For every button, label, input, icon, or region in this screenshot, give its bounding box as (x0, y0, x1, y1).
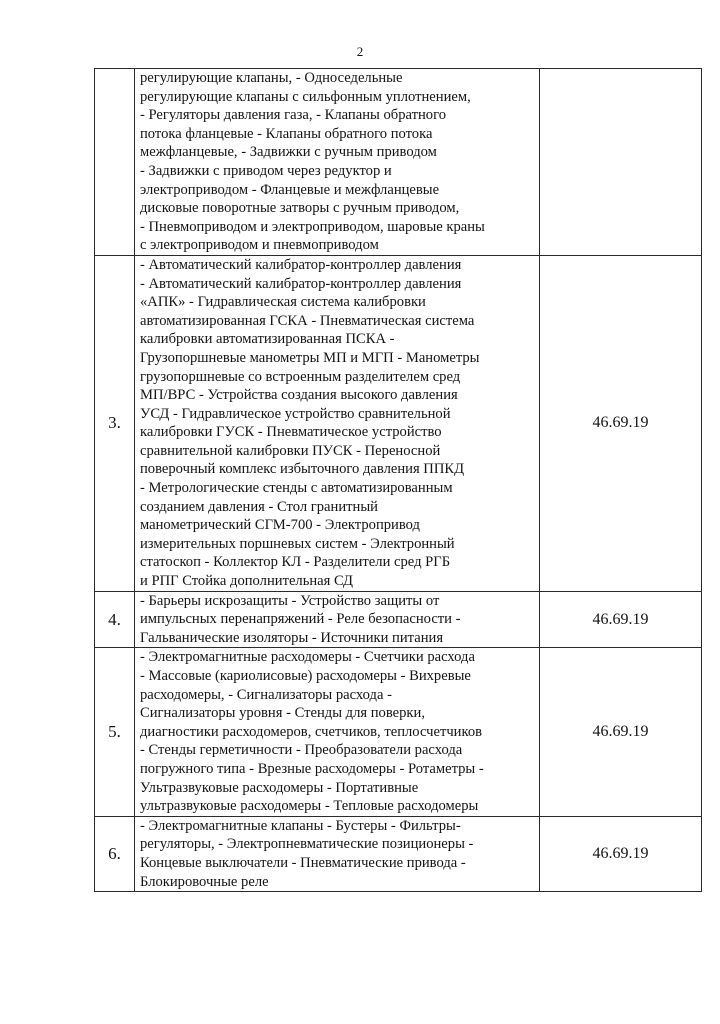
description-line: статоскоп - Коллектор КЛ - Разделители сред РГБ (140, 554, 451, 571)
description-line: - Электромагнитные расходомеры - Счетчики расхода (140, 649, 475, 666)
description-line: МП/ВРС - Устройства создания высокого давления (140, 387, 458, 404)
description-line: грузопоршневые со встроенным разделителем сред (140, 368, 461, 385)
row-description (135, 591, 540, 648)
description-line: - Автоматический калибратор-контроллер давления (140, 256, 462, 273)
description-line: Ультразвуковые расходомеры - Портативные (140, 779, 419, 796)
description-line: Блокировочные реле (140, 873, 269, 890)
description-line: созданием давления - Стол гранитный (140, 498, 378, 515)
description-line: потока фланцевые - Клапаны обратного потока (140, 125, 433, 142)
row-code: 46.69.19 (540, 648, 702, 816)
description-line: дисковые поворотные затворы с ручным приводом, (140, 200, 460, 217)
row-description (135, 255, 540, 591)
row-number: 4. (95, 591, 135, 648)
description-line: калибровки автоматизированная ПСКА - (140, 331, 395, 348)
table-row (95, 648, 702, 816)
description-line: регулирующие клапаны с сильфонным уплотнением, (140, 88, 471, 105)
description-line: - Электромагнитные клапаны - Бустеры - Фильтры- (140, 817, 461, 834)
row-code: 46.69.19 (540, 255, 702, 591)
page-number: 2 (356, 44, 364, 59)
row-number (95, 69, 135, 256)
description-line: - Стенды герметичности - Преобразователи расхода (140, 742, 463, 759)
row-code: 46.69.19 (540, 591, 702, 648)
table-row (95, 255, 702, 591)
description-line: электроприводом - Фланцевые и межфланцевые (140, 181, 440, 198)
row-code (540, 69, 702, 256)
description-line: измерительных поршневых систем - Электронный (140, 535, 455, 552)
row-description (135, 816, 540, 891)
row-description (135, 648, 540, 816)
description-line: регуляторы, - Электропневматические позиционеры - (140, 836, 474, 853)
description-line: - Метрологические стенды с автоматизированным (140, 480, 453, 497)
description-line: и РПГ Стойка дополнительная СД (140, 573, 353, 590)
description-line: сравнительной калибровки ПУСК - Переносной (140, 442, 441, 459)
description-line: погружного типа - Врезные расходомеры - Ротаметры - (140, 760, 484, 777)
description-line: - Задвижки с приводом через редуктор и (140, 162, 392, 179)
description-line: с электроприводом и пневмоприводом (140, 237, 379, 254)
description-line: Концевые выключатели - Пневматические привода - (140, 854, 466, 871)
description-line: - Массовые (кариолисовые) расходомеры - Вихревые (140, 668, 471, 684)
description-line: автоматизированная ГСКА - Пневматическая система (140, 312, 475, 329)
description-line: «АПК» - Гидравлическая система калибровки (140, 294, 426, 311)
row-description (135, 69, 540, 256)
table-row (95, 69, 702, 256)
description-line: диагностики расходомеров, счетчиков, теплосчетчиков (140, 723, 483, 740)
description-line: Сигнализаторы уровня - Стенды для поверки, (140, 705, 425, 722)
products-table (94, 68, 702, 892)
table-row (95, 591, 702, 648)
row-code: 46.69.19 (540, 816, 702, 891)
description-line: ультразвуковые расходомеры - Тепловые расходомеры (140, 798, 479, 815)
description-line: Грузопоршневые манометры МП и МГП - Манометры (140, 349, 480, 366)
description-line: манометрический СГМ-700 - Электропривод (140, 517, 420, 534)
description-line: поверочный комплекс избыточного давления ППКД (140, 461, 465, 478)
description-line: Гальванические изоляторы - Источники питания (140, 629, 444, 646)
table-row (95, 816, 702, 891)
description-line: межфланцевые, - Задвижки с ручным приводом (140, 144, 437, 161)
description-line: регулирующие клапаны, - Односедельные (140, 70, 403, 86)
description-line: - Барьеры искрозащиты - Устройство защиты от (140, 592, 440, 609)
row-number: 3. (95, 255, 135, 591)
row-number: 6. (95, 816, 135, 891)
description-line: расходомеры, - Сигнализаторы расхода - (140, 686, 392, 703)
row-number: 5. (95, 648, 135, 816)
description-line: импульсных перенапряжений - Реле безопасности - (140, 611, 461, 628)
description-line: - Пневмоприводом и электроприводом, шаровые краны (140, 218, 485, 235)
description-line: - Регуляторы давления газа, - Клапаны обратного (140, 107, 447, 124)
description-line: калибровки ГУСК - Пневматическое устройство (140, 424, 442, 441)
description-line: - Автоматический калибратор-контроллер давления (140, 275, 462, 292)
description-line: УСД - Гидравлическое устройство сравнительной (140, 405, 451, 422)
